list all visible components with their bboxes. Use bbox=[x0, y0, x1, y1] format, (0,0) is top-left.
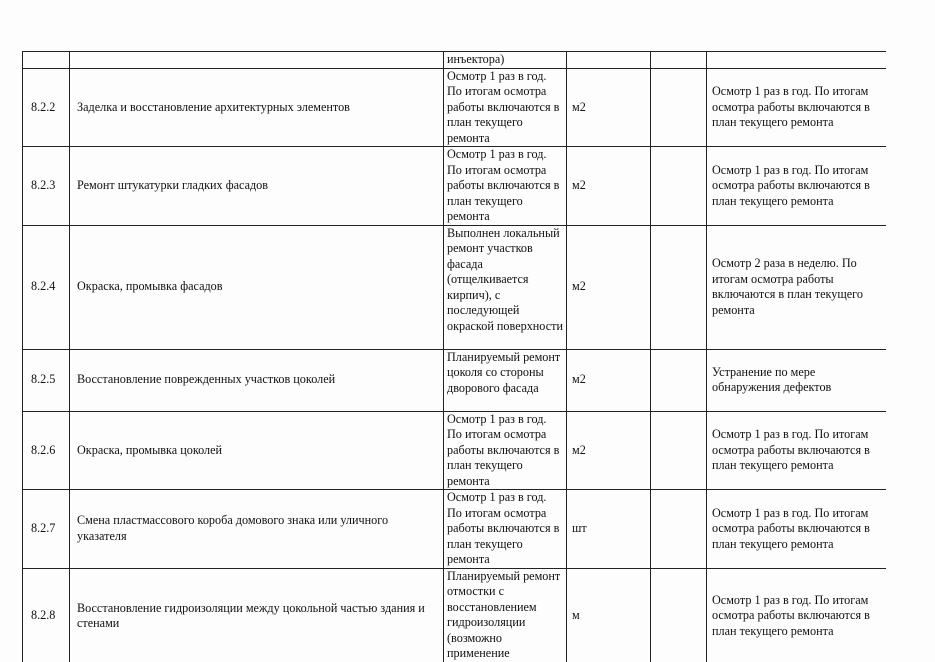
table-row bbox=[23, 225, 887, 349]
cell-work-name: Восстановление гидроизоляции между цокольной частью здания и стенами bbox=[70, 568, 444, 662]
table-row bbox=[23, 147, 887, 226]
cell-note: Осмотр 1 раз в год. По итогам осмотра работы включаются в план текущего ремонта bbox=[444, 147, 567, 226]
cell-empty bbox=[651, 490, 707, 569]
cell-note: Планируемый ремонт цоколя со стороны дворового фасада bbox=[444, 349, 567, 411]
cell-empty bbox=[651, 568, 707, 662]
cell-work-name: Заделка и восстановление архитектурных элементов bbox=[70, 68, 444, 147]
cell-unit: м2 bbox=[567, 225, 651, 349]
cell-result: Осмотр 1 раз в год. По итогам осмотра работы включаются в план текущего ремонта bbox=[707, 68, 887, 147]
table-row bbox=[23, 68, 887, 147]
cell-result: Осмотр 1 раз в год. По итогам осмотра работы включаются в план текущего ремонта bbox=[707, 568, 887, 662]
cell-result: Устранение по мере обнаружения дефектов bbox=[707, 349, 887, 411]
table-row-continuation bbox=[23, 52, 887, 69]
cell-result: Осмотр 2 раза в неделю. По итогам осмотра работы включаются в план текущего ремонта bbox=[707, 225, 887, 349]
cell-number: 8.2.5 bbox=[23, 349, 70, 411]
maintenance-table-wrapper bbox=[22, 51, 886, 662]
cell-work-name: Смена пластмассового короба домового знака или уличного указателя bbox=[70, 490, 444, 569]
cell-number: 8.2.4 bbox=[23, 225, 70, 349]
cell-note: Планируемый ремонт отмостки с восстановлением гидроизоляции (возможно применение bbox=[444, 568, 567, 662]
table-row bbox=[23, 411, 887, 490]
cell-empty bbox=[651, 349, 707, 411]
cell-unit: м bbox=[567, 568, 651, 662]
cell-unit: м2 bbox=[567, 68, 651, 147]
cell-unit: м2 bbox=[567, 147, 651, 226]
cell-note: Выполнен локальный ремонт участков фасада (отщелкивается кирпич), с последующей окраской поверхности bbox=[444, 225, 567, 349]
cell-work-name: Ремонт штукатурки гладких фасадов bbox=[70, 147, 444, 226]
cell-number: 8.2.6 bbox=[23, 411, 70, 490]
cell-unit: м2 bbox=[567, 349, 651, 411]
cell-empty bbox=[651, 225, 707, 349]
cell-result: Осмотр 1 раз в год. По итогам осмотра работы включаются в план текущего ремонта bbox=[707, 147, 887, 226]
cell-unit: м2 bbox=[567, 411, 651, 490]
cell-note: Осмотр 1 раз в год. По итогам осмотра работы включаются в план текущего ремонта bbox=[444, 411, 567, 490]
cell-result: Осмотр 1 раз в год. По итогам осмотра работы включаются в план текущего ремонта bbox=[707, 411, 887, 490]
cell-work-name: Окраска, промывка цоколей bbox=[70, 411, 444, 490]
cell-note: Осмотр 1 раз в год. По итогам осмотра работы включаются в план текущего ремонта bbox=[444, 68, 567, 147]
cell-note: Осмотр 1 раз в год. По итогам осмотра работы включаются в план текущего ремонта bbox=[444, 490, 567, 569]
table-row bbox=[23, 490, 887, 569]
cell-empty bbox=[651, 68, 707, 147]
cell-work-name bbox=[70, 52, 444, 69]
cell-number: 8.2.2 bbox=[23, 68, 70, 147]
cell-number bbox=[23, 52, 70, 69]
table-row bbox=[23, 349, 887, 411]
cell-note: инъектора) bbox=[444, 52, 567, 69]
cell-empty bbox=[651, 411, 707, 490]
cell-work-name: Окраска, промывка фасадов bbox=[70, 225, 444, 349]
table-row bbox=[23, 568, 887, 662]
cell-number: 8.2.7 bbox=[23, 490, 70, 569]
cell-empty bbox=[651, 147, 707, 226]
cell-work-name: Восстановление поврежденных участков цоколей bbox=[70, 349, 444, 411]
cell-empty bbox=[651, 52, 707, 69]
cell-result bbox=[707, 52, 887, 69]
maintenance-table bbox=[22, 51, 886, 662]
cell-unit: шт bbox=[567, 490, 651, 569]
cell-number: 8.2.8 bbox=[23, 568, 70, 662]
cell-result: Осмотр 1 раз в год. По итогам осмотра работы включаются в план текущего ремонта bbox=[707, 490, 887, 569]
cell-unit bbox=[567, 52, 651, 69]
cell-number: 8.2.3 bbox=[23, 147, 70, 226]
